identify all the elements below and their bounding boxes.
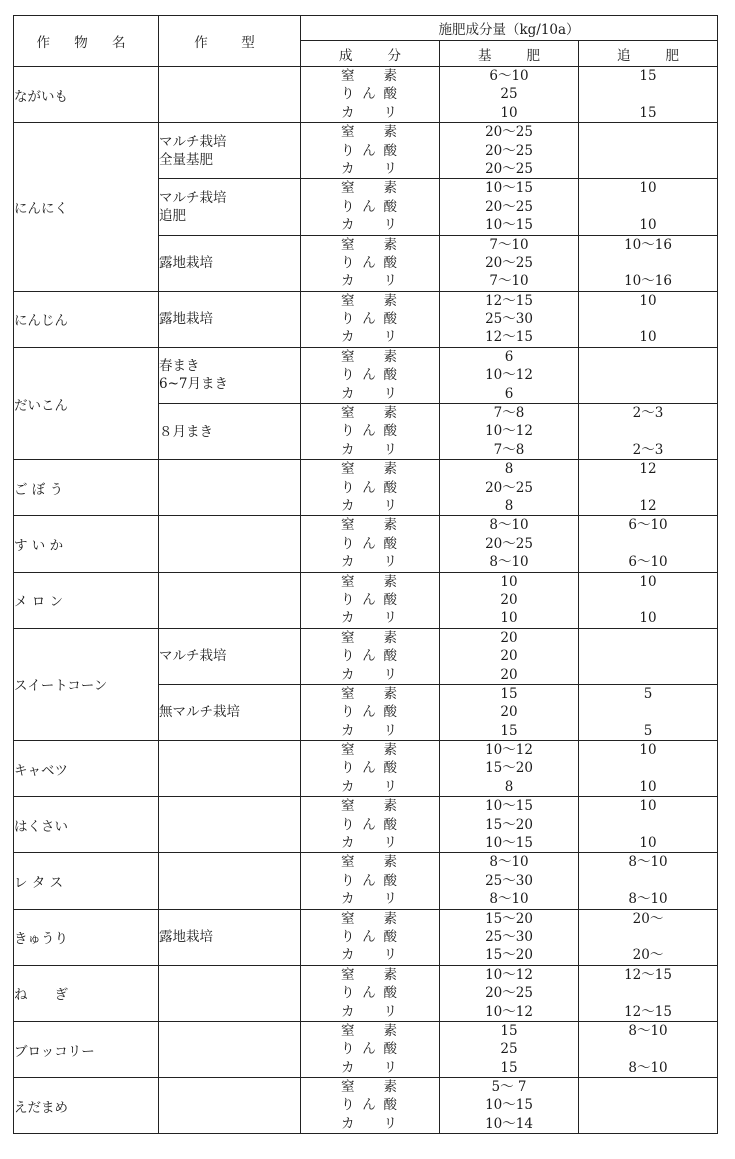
- top-dressing-value: [579, 629, 717, 647]
- table-body: [14, 67, 718, 1134]
- base-fertilizer-cell: [440, 572, 579, 628]
- crop-name-cell: ブロッコリー: [14, 1021, 159, 1077]
- component-label: 窒 素: [341, 405, 397, 422]
- top-dressing-value: 10: [639, 835, 657, 852]
- component-label: カ リ: [341, 835, 397, 852]
- component-label: 窒 素: [341, 180, 397, 197]
- cultivation-type-line: 露地栽培: [159, 255, 213, 272]
- base-fertilizer-value: 12〜15: [485, 329, 533, 346]
- header-type: 作 型: [159, 16, 301, 67]
- top-dressing-value: 10: [639, 292, 657, 309]
- cultivation-type-cell: [159, 516, 301, 572]
- top-dressing-value: 10: [639, 798, 657, 815]
- base-fertilizer-cell: [440, 347, 579, 403]
- top-dressing-value: [579, 198, 717, 216]
- component-label: カ リ: [341, 1003, 397, 1020]
- component-cell: [301, 404, 440, 460]
- base-fertilizer-value: 15: [500, 722, 518, 739]
- component-label: り ん 酸: [341, 760, 397, 777]
- cultivation-type-cell: [159, 684, 301, 740]
- base-fertilizer-cell: [440, 909, 579, 965]
- base-fertilizer-cell: [440, 516, 579, 572]
- base-fertilizer-cell: [440, 628, 579, 684]
- top-dressing-value: 6〜10: [628, 517, 668, 534]
- table-row: [14, 628, 718, 684]
- top-dressing-cell: [579, 291, 718, 347]
- top-dressing-value: [579, 816, 717, 834]
- component-label: り ん 酸: [341, 872, 397, 889]
- component-label: 窒 素: [341, 1022, 397, 1039]
- crop-name-cell: ながいも: [14, 67, 159, 123]
- base-fertilizer-cell: [440, 684, 579, 740]
- top-dressing-cell: [579, 235, 718, 291]
- top-dressing-value: 10〜16: [624, 236, 672, 253]
- component-label: カ リ: [341, 610, 397, 627]
- header-fertilizer-amount: 施肥成分量（kg/10a）: [301, 16, 718, 41]
- component-label: カ リ: [341, 1059, 397, 1076]
- base-fertilizer-cell: [440, 460, 579, 516]
- cultivation-type-line: 春まき: [159, 358, 200, 375]
- header-component: 成 分: [301, 41, 440, 67]
- component-cell: [301, 741, 440, 797]
- base-fertilizer-value: 6〜10: [489, 68, 529, 84]
- cultivation-type-line: 露地栽培: [159, 929, 213, 946]
- base-fertilizer-value: 20: [500, 629, 518, 646]
- table-row: [14, 741, 718, 797]
- component-cell: [301, 67, 440, 123]
- component-label: 窒 素: [341, 629, 397, 646]
- component-label: り ん 酸: [341, 928, 397, 945]
- base-fertilizer-value: 10: [500, 573, 518, 590]
- cultivation-type-cell: [159, 460, 301, 516]
- component-label: カ リ: [341, 160, 397, 177]
- base-fertilizer-value: 7〜10: [489, 273, 529, 290]
- table-row: [14, 909, 718, 965]
- top-dressing-value: [579, 142, 717, 160]
- top-dressing-cell: [579, 516, 718, 572]
- crop-name-cell: す い か: [14, 516, 159, 572]
- crop-name-cell: にんにく: [14, 123, 159, 292]
- header-base-fertilizer: 基 肥: [440, 41, 579, 67]
- base-fertilizer-cell: [440, 1021, 579, 1077]
- base-fertilizer-value: 5〜 7: [491, 1079, 527, 1096]
- base-fertilizer-value: 8: [504, 497, 514, 514]
- base-fertilizer-value: 8: [504, 461, 514, 478]
- component-cell: [301, 460, 440, 516]
- component-label: り ん 酸: [341, 254, 397, 271]
- top-dressing-value: 5: [643, 722, 653, 739]
- base-fertilizer-value: 15〜20: [485, 816, 533, 833]
- top-dressing-cell: [579, 797, 718, 853]
- top-dressing-value: 10: [639, 329, 657, 346]
- base-fertilizer-value: 6: [504, 348, 514, 365]
- cultivation-type-cell: [159, 572, 301, 628]
- component-cell: [301, 853, 440, 909]
- component-label: カ リ: [341, 778, 397, 795]
- top-dressing-value: 10: [639, 217, 657, 234]
- top-dressing-value: [579, 254, 717, 272]
- top-dressing-value: [579, 85, 717, 103]
- crop-name-cell: ね ぎ: [14, 965, 159, 1021]
- component-cell: [301, 516, 440, 572]
- top-dressing-value: 10: [639, 573, 657, 590]
- top-dressing-cell: [579, 347, 718, 403]
- component-cell: [301, 572, 440, 628]
- base-fertilizer-value: 20〜25: [485, 985, 533, 1002]
- base-fertilizer-value: 10〜14: [485, 1115, 533, 1132]
- cultivation-type-cell: [159, 291, 301, 347]
- top-dressing-value: 2〜3: [632, 405, 664, 422]
- top-dressing-value: 15: [639, 68, 657, 84]
- top-dressing-value: [579, 160, 717, 178]
- component-label: カ リ: [341, 947, 397, 964]
- base-fertilizer-value: 10: [500, 104, 518, 121]
- top-dressing-value: 8〜10: [628, 854, 668, 871]
- cultivation-type-cell: [159, 347, 301, 403]
- cultivation-type-cell: [159, 797, 301, 853]
- component-label: り ん 酸: [341, 985, 397, 1002]
- cultivation-type-line: 追肥: [159, 207, 186, 224]
- component-cell: [301, 1021, 440, 1077]
- base-fertilizer-value: 10〜12: [485, 423, 533, 440]
- component-label: カ リ: [341, 497, 397, 514]
- base-fertilizer-value: 25〜30: [485, 311, 533, 328]
- top-dressing-value: [579, 666, 717, 684]
- base-fertilizer-value: 10〜15: [485, 180, 533, 197]
- top-dressing-value: 6〜10: [628, 554, 668, 571]
- top-dressing-value: [579, 535, 717, 553]
- component-cell: [301, 179, 440, 235]
- top-dressing-value: [579, 591, 717, 609]
- base-fertilizer-value: 10: [500, 610, 518, 627]
- component-label: カ リ: [341, 441, 397, 458]
- table-row: [14, 291, 718, 347]
- cultivation-type-cell: [159, 853, 301, 909]
- top-dressing-cell: [579, 404, 718, 460]
- crop-name-cell: えだまめ: [14, 1078, 159, 1134]
- table-row: [14, 460, 718, 516]
- top-dressing-value: 12〜15: [624, 1003, 672, 1020]
- component-label: カ リ: [341, 722, 397, 739]
- base-fertilizer-value: 7〜10: [489, 236, 529, 253]
- base-fertilizer-value: 15〜20: [485, 760, 533, 777]
- table-row: [14, 1078, 718, 1134]
- top-dressing-cell: [579, 123, 718, 179]
- base-fertilizer-value: 20〜25: [485, 142, 533, 159]
- component-label: り ん 酸: [341, 311, 397, 328]
- cultivation-type-cell: [159, 965, 301, 1021]
- crop-name-cell: レ タ ス: [14, 853, 159, 909]
- crop-name-cell: ご ぼ う: [14, 460, 159, 516]
- cultivation-type-line: マルチ栽培: [159, 133, 227, 150]
- table-row: [14, 853, 718, 909]
- top-dressing-cell: [579, 67, 718, 123]
- top-dressing-value: 10: [639, 778, 657, 795]
- top-dressing-cell: [579, 179, 718, 235]
- base-fertilizer-value: 15〜20: [485, 947, 533, 964]
- cultivation-type-cell: [159, 1078, 301, 1134]
- top-dressing-value: [579, 310, 717, 328]
- cultivation-type-line: 6~7月まき: [159, 376, 228, 393]
- component-label: り ん 酸: [341, 816, 397, 833]
- component-label: 窒 素: [341, 236, 397, 253]
- table-row: [14, 67, 718, 123]
- component-cell: [301, 1078, 440, 1134]
- top-dressing-value: 10: [639, 610, 657, 627]
- crop-name-cell: メ ロ ン: [14, 572, 159, 628]
- top-dressing-value: 8〜10: [628, 1022, 668, 1039]
- component-label: 窒 素: [341, 798, 397, 815]
- component-cell: [301, 684, 440, 740]
- cultivation-type-cell: [159, 67, 301, 123]
- component-cell: [301, 628, 440, 684]
- top-dressing-value: [579, 123, 717, 141]
- base-fertilizer-cell: [440, 179, 579, 235]
- base-fertilizer-value: 10〜12: [485, 966, 533, 983]
- base-fertilizer-value: 20〜25: [485, 160, 533, 177]
- cultivation-type-line: ８月まき: [159, 423, 213, 440]
- top-dressing-cell: [579, 965, 718, 1021]
- cultivation-type-line: 全量基肥: [159, 151, 213, 168]
- top-dressing-value: 12: [639, 461, 657, 478]
- component-label: り ん 酸: [341, 1041, 397, 1058]
- component-label: カ リ: [341, 554, 397, 571]
- fertilizer-table: [13, 15, 718, 1134]
- component-label: カ リ: [341, 329, 397, 346]
- top-dressing-value: [579, 385, 717, 403]
- base-fertilizer-value: 20: [500, 648, 518, 665]
- component-label: 窒 素: [341, 124, 397, 141]
- top-dressing-value: 10〜16: [624, 273, 672, 290]
- base-fertilizer-cell: [440, 123, 579, 179]
- top-dressing-cell: [579, 460, 718, 516]
- cultivation-type-cell: [159, 741, 301, 797]
- base-fertilizer-value: 20: [500, 666, 518, 683]
- crop-name-cell: だいこん: [14, 347, 159, 459]
- base-fertilizer-value: 20〜25: [485, 198, 533, 215]
- base-fertilizer-value: 25〜30: [485, 872, 533, 889]
- component-label: 窒 素: [341, 854, 397, 871]
- base-fertilizer-value: 10〜15: [485, 798, 533, 815]
- table-row: [14, 347, 718, 403]
- base-fertilizer-cell: [440, 741, 579, 797]
- base-fertilizer-value: 20〜25: [485, 124, 533, 141]
- component-label: り ん 酸: [341, 479, 397, 496]
- top-dressing-value: [579, 1115, 717, 1133]
- top-dressing-value: [579, 703, 717, 721]
- component-label: カ リ: [341, 273, 397, 290]
- crop-name-cell: にんじん: [14, 291, 159, 347]
- base-fertilizer-value: 20〜25: [485, 479, 533, 496]
- component-cell: [301, 123, 440, 179]
- base-fertilizer-value: 6: [504, 385, 514, 402]
- component-label: 窒 素: [341, 517, 397, 534]
- base-fertilizer-cell: [440, 67, 579, 123]
- table-row: [14, 516, 718, 572]
- component-label: り ん 酸: [341, 1097, 397, 1114]
- top-dressing-cell: [579, 572, 718, 628]
- base-fertilizer-value: 8: [504, 778, 514, 795]
- cultivation-type-line: 露地栽培: [159, 311, 213, 328]
- component-label: 窒 素: [341, 68, 397, 84]
- base-fertilizer-value: 25: [500, 1041, 518, 1058]
- cultivation-type-cell: [159, 179, 301, 235]
- component-label: り ん 酸: [341, 367, 397, 384]
- cultivation-type-line: マルチ栽培: [159, 189, 227, 206]
- component-label: 窒 素: [341, 742, 397, 759]
- header-top-dressing: 追 肥: [579, 41, 718, 67]
- component-label: 窒 素: [341, 1079, 397, 1096]
- base-fertilizer-value: 10〜15: [485, 217, 533, 234]
- table-row: [14, 1021, 718, 1077]
- base-fertilizer-value: 10〜15: [485, 1097, 533, 1114]
- base-fertilizer-value: 8〜10: [489, 891, 529, 908]
- base-fertilizer-value: 8〜10: [489, 517, 529, 534]
- top-dressing-value: 8〜10: [628, 891, 668, 908]
- base-fertilizer-value: 20: [500, 704, 518, 721]
- top-dressing-value: [579, 984, 717, 1002]
- top-dressing-cell: [579, 628, 718, 684]
- component-cell: [301, 909, 440, 965]
- top-dressing-value: [579, 1040, 717, 1058]
- top-dressing-value: 15: [639, 104, 657, 121]
- component-label: 窒 素: [341, 966, 397, 983]
- cultivation-type-line: 無マルチ栽培: [159, 704, 240, 721]
- component-label: 窒 素: [341, 573, 397, 590]
- component-label: カ リ: [341, 217, 397, 234]
- base-fertilizer-cell: [440, 1078, 579, 1134]
- component-label: り ん 酸: [341, 86, 397, 103]
- component-label: り ん 酸: [341, 535, 397, 552]
- component-label: 窒 素: [341, 910, 397, 927]
- component-label: り ん 酸: [341, 704, 397, 721]
- component-cell: [301, 965, 440, 1021]
- cultivation-type-cell: [159, 628, 301, 684]
- component-label: カ リ: [341, 666, 397, 683]
- top-dressing-value: 20〜: [632, 910, 664, 927]
- top-dressing-value: [579, 479, 717, 497]
- table-row: [14, 123, 718, 179]
- base-fertilizer-value: 8〜10: [489, 854, 529, 871]
- cultivation-type-cell: [159, 235, 301, 291]
- component-label: り ん 酸: [341, 142, 397, 159]
- component-label: 窒 素: [341, 292, 397, 309]
- component-label: カ リ: [341, 891, 397, 908]
- top-dressing-cell: [579, 684, 718, 740]
- top-dressing-cell: [579, 1078, 718, 1134]
- base-fertilizer-value: 7〜8: [493, 405, 525, 422]
- cultivation-type-cell: [159, 1021, 301, 1077]
- cultivation-type-cell: [159, 404, 301, 460]
- component-label: カ リ: [341, 104, 397, 121]
- top-dressing-value: [579, 928, 717, 946]
- base-fertilizer-value: 15: [500, 1022, 518, 1039]
- top-dressing-value: [579, 647, 717, 665]
- base-fertilizer-value: 10〜15: [485, 835, 533, 852]
- crop-name-cell: スイートコーン: [14, 628, 159, 740]
- table-row: [14, 797, 718, 853]
- top-dressing-cell: [579, 1021, 718, 1077]
- top-dressing-value: 10: [639, 742, 657, 759]
- top-dressing-cell: [579, 853, 718, 909]
- base-fertilizer-cell: [440, 797, 579, 853]
- component-label: 窒 素: [341, 685, 397, 702]
- top-dressing-value: [579, 366, 717, 384]
- top-dressing-value: 5: [643, 685, 653, 702]
- top-dressing-value: [579, 1078, 717, 1096]
- base-fertilizer-value: 15: [500, 685, 518, 702]
- component-cell: [301, 235, 440, 291]
- top-dressing-value: 2〜3: [632, 441, 664, 458]
- cultivation-type-cell: [159, 123, 301, 179]
- component-cell: [301, 347, 440, 403]
- base-fertilizer-value: 7〜8: [493, 441, 525, 458]
- top-dressing-value: [579, 1096, 717, 1114]
- top-dressing-value: 20〜: [632, 947, 664, 964]
- table-row: [14, 572, 718, 628]
- top-dressing-cell: [579, 909, 718, 965]
- top-dressing-value: [579, 422, 717, 440]
- base-fertilizer-cell: [440, 965, 579, 1021]
- top-dressing-value: 12〜15: [624, 966, 672, 983]
- base-fertilizer-value: 25: [500, 86, 518, 103]
- component-label: り ん 酸: [341, 423, 397, 440]
- cultivation-type-line: マルチ栽培: [159, 648, 227, 665]
- base-fertilizer-value: 15〜20: [485, 910, 533, 927]
- base-fertilizer-value: 25〜30: [485, 928, 533, 945]
- component-cell: [301, 291, 440, 347]
- component-label: り ん 酸: [341, 198, 397, 215]
- header-crop-name: 作 物 名: [14, 16, 159, 67]
- base-fertilizer-cell: [440, 291, 579, 347]
- top-dressing-value: 8〜10: [628, 1059, 668, 1076]
- base-fertilizer-cell: [440, 404, 579, 460]
- base-fertilizer-cell: [440, 235, 579, 291]
- base-fertilizer-value: 15: [500, 1059, 518, 1076]
- component-label: り ん 酸: [341, 648, 397, 665]
- component-label: 窒 素: [341, 461, 397, 478]
- base-fertilizer-value: 10〜12: [485, 742, 533, 759]
- base-fertilizer-value: 8〜10: [489, 554, 529, 571]
- table-row: [14, 965, 718, 1021]
- base-fertilizer-value: 12〜15: [485, 292, 533, 309]
- base-fertilizer-value: 10〜12: [485, 367, 533, 384]
- top-dressing-value: [579, 872, 717, 890]
- crop-name-cell: きゅうり: [14, 909, 159, 965]
- component-label: カ リ: [341, 1115, 397, 1132]
- component-label: り ん 酸: [341, 591, 397, 608]
- component-cell: [301, 797, 440, 853]
- top-dressing-value: 12: [639, 497, 657, 514]
- base-fertilizer-value: 20〜25: [485, 254, 533, 271]
- top-dressing-value: 10: [639, 180, 657, 197]
- component-label: カ リ: [341, 385, 397, 402]
- top-dressing-value: [579, 759, 717, 777]
- crop-name-cell: はくさい: [14, 797, 159, 853]
- base-fertilizer-value: 20: [500, 591, 518, 608]
- crop-name-cell: キャベツ: [14, 741, 159, 797]
- top-dressing-value: [579, 348, 717, 366]
- base-fertilizer-value: 20〜25: [485, 535, 533, 552]
- base-fertilizer-cell: [440, 853, 579, 909]
- base-fertilizer-value: 10〜12: [485, 1003, 533, 1020]
- cultivation-type-cell: [159, 909, 301, 965]
- top-dressing-cell: [579, 741, 718, 797]
- component-label: 窒 素: [341, 348, 397, 365]
